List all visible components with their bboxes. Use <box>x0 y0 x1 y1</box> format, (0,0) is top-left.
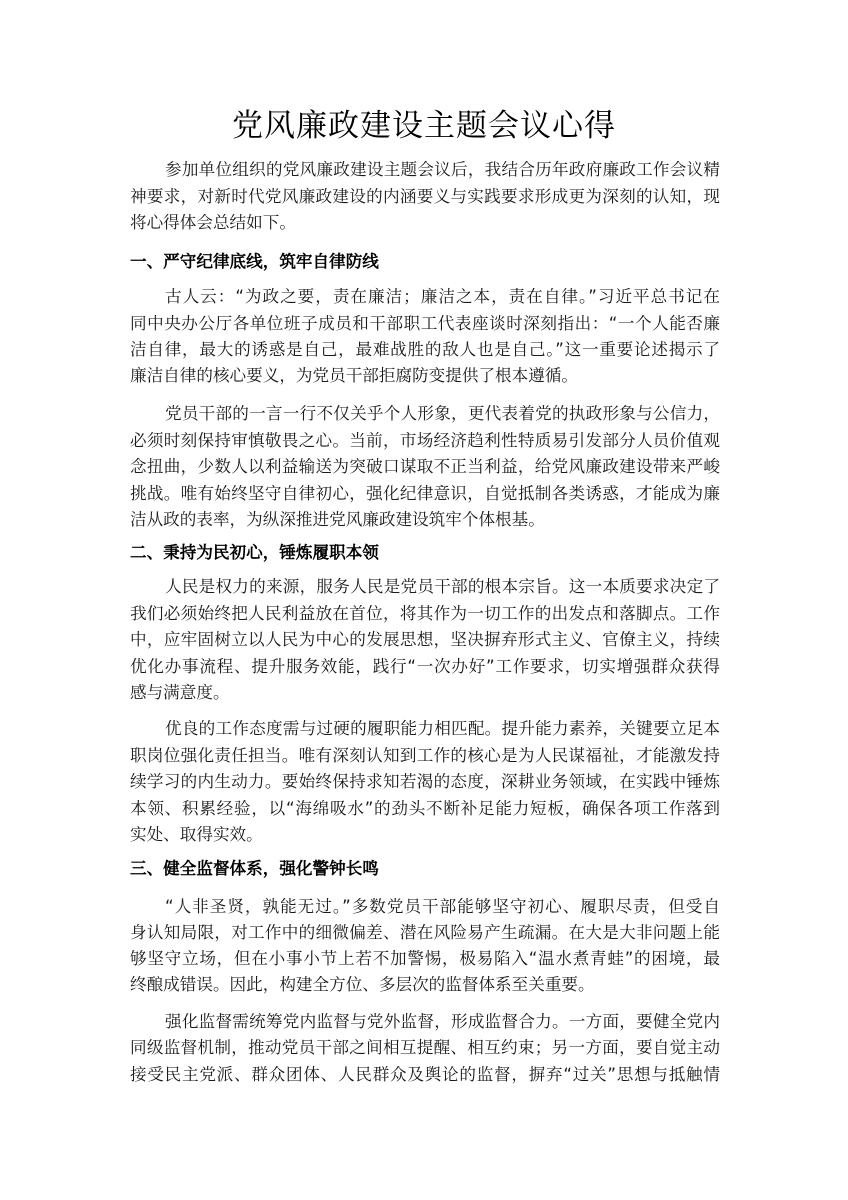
section-heading: 三、健全监督体系，强化警钟长鸣 <box>130 859 379 878</box>
paragraph-line: 中，应牢固树立以人民为中心的发展思想，坚决摒弃形式主义、官僚主义，持续 <box>130 630 720 649</box>
paragraph-line: 强化监督需统筹党内监督与党外监督，形成监督合力。一方面，要健全党内 <box>165 1012 720 1031</box>
paragraph-line: 实处、取得实效。 <box>130 825 263 844</box>
paragraph-line: 我们必须始终把人民利益放在首位，将其作为一切工作的出发点和落脚点。工作 <box>130 604 720 623</box>
paragraph-line: 优良的工作态度需与过硬的履职能力相匹配。提升能力素养，关键要立足本 <box>165 719 720 738</box>
paragraph-line: 优化办事流程、提升服务效能，践行“一次办好”工作要求，切实增强群众获得 <box>130 657 720 676</box>
paragraph-line: 够坚守立场，但在小事小节上若不加警惕，极易陷入“温水煮青蛙”的困境，最 <box>130 949 720 968</box>
paragraph-line: 洁自律，最大的诱惑是自己，最难战胜的敌人也是自己。”这一重要论述揭示了 <box>130 340 720 359</box>
paragraph-line: 廉洁自律的核心要义，为党员干部拒腐防变提供了根本遵循。 <box>130 366 579 385</box>
section-heading: 一、严守纪律底线，筑牢自律防线 <box>130 252 379 271</box>
paragraph-line: 将心得体会总结如下。 <box>130 213 296 232</box>
paragraph-line: 洁从政的表率，为纵深推进党风廉政建设筑牢个体根基。 <box>130 510 545 529</box>
paragraph-line: 念扭曲，少数人以利益输送为突破口谋取不正当利益，给党风廉政建设带来严峻 <box>130 457 720 476</box>
paragraph-line: 接受民主党派、群众团体、人民群众及舆论的监督，摒弃“过关”思想与抵触情 <box>130 1065 720 1084</box>
paragraph-line: 参加单位组织的党风廉政建设主题会议后，我结合历年政府廉政工作会议精 <box>165 160 720 179</box>
document-title: 党风廉政建设主题会议心得 <box>232 108 616 144</box>
paragraph-line: 古人云：“为政之要，责在廉洁；廉洁之本，责在自律。”习近平总书记在 <box>165 287 720 306</box>
paragraph-line: 本领、积累经验，以“海绵吸水”的劲头不断补足能力短板，确保各项工作落到 <box>130 799 720 818</box>
paragraph-line: 神要求，对新时代党风廉政建设的内涵要义与实践要求形成更为深刻的认知，现 <box>130 187 720 206</box>
paragraph-line: 感与满意度。 <box>130 683 230 702</box>
paragraph-line: 同中央办公厅各单位班子成员和干部职工代表座谈时深刻指出：“一个人能否廉 <box>130 314 720 333</box>
section-heading: 二、秉持为民初心，锤炼履职本领 <box>130 543 379 562</box>
paragraph-line: 同级监督机制，推动党员干部之间相互提醒、相互约束；另一方面，要自觉主动 <box>130 1038 720 1057</box>
paragraph-line: 人民是权力的来源，服务人民是党员干部的根本宗旨。这一本质要求决定了 <box>165 577 720 596</box>
paragraph-line: 身认知局限，对工作中的细微偏差、潜在风险易产生疏漏。在大是大非问题上能 <box>130 923 720 942</box>
paragraph-line: 必须时刻保持审慎敬畏之心。当前，市场经济趋利性特质易引发部分人员价值观 <box>130 431 720 450</box>
paragraph-line: 终酿成错误。因此，构建全方位、多层次的监督体系至关重要。 <box>130 975 595 994</box>
paragraph-line: 党员干部的一言一行不仅关乎个人形象，更代表着党的执政形象与公信力， <box>165 404 720 423</box>
paragraph-line: “人非圣贤，孰能无过。”多数党员干部能够坚守初心、履职尽责，但受自 <box>165 897 720 916</box>
paragraph-line: 续学习的内生动力。要始终保持求知若渴的态度，深耕业务领域，在实践中锤炼 <box>130 772 720 791</box>
paragraph-line: 挑战。唯有始终坚守自律初心，强化纪律意识，自觉抵制各类诱惑，才能成为廉 <box>130 484 720 503</box>
paragraph-line: 职岗位强化责任担当。唯有深刻认知到工作的核心是为人民谋福祉，才能激发持 <box>130 746 720 765</box>
